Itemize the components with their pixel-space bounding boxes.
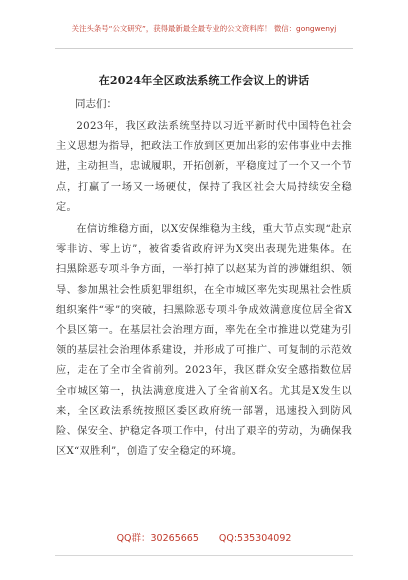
- footer-contact: [0, 530, 408, 544]
- body-paragraph: 在信访维稳方面，以X安保维稳为主线，重大节点实现“赴京零非访、零上访”，被省委省政府评为X突出表现先进集体。在扫黑除恶专项斗争方面，一举打掉了以赵某为首的涉嫌组织、领导、参加黑社会性质犯罪组织，在全市城区率先实现黑社会性质组织案件“零”的突破，扫黑除恶专项斗争成效满意度位居全省X个县区第一。在基层社会治理方面，率先在全市推进以党建为引领的基层社会治理体系建设，并形成了可推广、可复制的示范效应，走在了全市全省前列。2023年，我区群众安全感指数位居全市城区第一，执法满意度进入了全省前X名。尤其是X发生以来，全区政法系统按照区委区政府统一部署，迅速投入到防风险、保安全、护稳定各项工作中，付出了艰辛的劳动，为确保我区X“双胜利”，创造了安全稳定的环境。: [56, 224, 352, 458]
- footer-qq: QQ:535304092: [218, 533, 292, 544]
- document-body: [56, 117, 352, 464]
- body-paragraph: 2023年，我区政法系统坚持以习近平新时代中国特色社会主义思想为指导，把政法工作放到区更加出彩的宏伟事业中去推进，主动担当，忠诚履职，开拓创新，平稳度过了一个又一个节点，打赢了一场又一场硬仗，保持了我区社会大局持续安全稳定。: [56, 121, 352, 213]
- footer-divider: [55, 555, 353, 556]
- document-title: 在2024年全区政法系统工作会议上的讲话: [98, 74, 310, 87]
- header-divider: [55, 48, 353, 49]
- footer-qq-group: QQ群：30265665: [116, 533, 199, 544]
- greeting: 同志们：: [75, 98, 117, 110]
- header-notice: 关注头条号“公文研究”，获得最新最全最专业的公文资料库！ 微信：gongwenyj: [71, 24, 337, 33]
